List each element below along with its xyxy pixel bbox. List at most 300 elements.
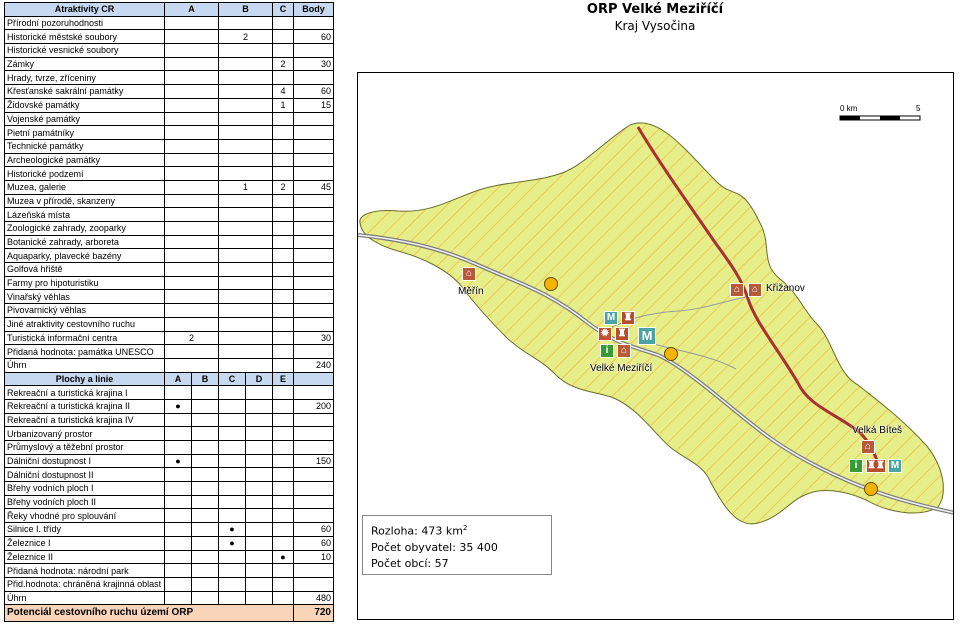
cell-c: 2 [273, 180, 294, 194]
cell-b [219, 263, 273, 277]
table-header-attractions [5, 3, 334, 17]
cell-points [294, 126, 334, 140]
cell-a [165, 71, 219, 85]
cell-a [165, 167, 219, 181]
cell-b [219, 345, 273, 359]
cell-points: 150 [294, 454, 334, 468]
cell-b [219, 98, 273, 112]
cell-mark [246, 577, 273, 591]
cell-points [294, 194, 334, 208]
table-row [5, 16, 334, 30]
row-label: Zámky [5, 57, 165, 71]
cell-mark [192, 454, 219, 468]
table-row [5, 249, 334, 263]
cell-mark [192, 536, 219, 550]
table-row [5, 441, 334, 455]
cell-mark [219, 482, 246, 496]
cell-b [219, 290, 273, 304]
table-row [5, 44, 334, 58]
cell-b [219, 358, 273, 372]
row-label: Technické památky [5, 139, 165, 153]
scale-end-label: 5 [916, 104, 921, 113]
church-icon: ⌂ [462, 267, 476, 281]
cell-mark [246, 386, 273, 400]
cell-mark [192, 495, 219, 509]
cell-points [294, 139, 334, 153]
town-label-velka-bites: Velká Bíteš [852, 425, 903, 436]
cell-mark [246, 427, 273, 441]
row-label: Lázeňská místa [5, 208, 165, 222]
cell-points: 480 [294, 591, 334, 605]
cell-points [294, 208, 334, 222]
row-label: Vinařský věhlas [5, 290, 165, 304]
row-label: Dálniční dostupnost II [5, 468, 165, 482]
cell-points: 60 [294, 536, 334, 550]
cell-a [165, 317, 219, 331]
row-label: Pivovarnický věhlas [5, 304, 165, 318]
cell-points: 15 [294, 98, 334, 112]
cell-a [165, 44, 219, 58]
column-header: B [192, 372, 219, 386]
cell-mark [219, 413, 246, 427]
cell-mark [246, 441, 273, 455]
cell-mark [273, 509, 294, 523]
cell-c [273, 263, 294, 277]
table-row [5, 57, 334, 71]
cell-mark [165, 386, 192, 400]
cell-c [273, 331, 294, 345]
column-header-blank [294, 372, 334, 386]
sun-icon: ✹ [598, 327, 612, 341]
row-label: Muzea v přírodě, skanzeny [5, 194, 165, 208]
row-label: Zoologické zahrady, zooparky [5, 222, 165, 236]
cell-a [165, 139, 219, 153]
castle-icon: ♜ [621, 311, 635, 325]
cell-mark [273, 386, 294, 400]
cell-points [294, 317, 334, 331]
total-row [5, 358, 334, 372]
cell-mark [273, 482, 294, 496]
cell-mark [192, 550, 219, 564]
cell-b [219, 208, 273, 222]
table-row [5, 276, 334, 290]
cell-mark [165, 564, 192, 578]
row-label: Rekreační a turistická krajina I [5, 386, 165, 400]
town-label-krizanov: Křižanov [766, 283, 805, 294]
table-row [5, 317, 334, 331]
cell-a [165, 194, 219, 208]
cell-mark [246, 413, 273, 427]
cell-mark [219, 399, 246, 413]
cell-b [219, 276, 273, 290]
row-label: Přid.hodnota: chráněná krajinná oblast [5, 577, 165, 591]
cell-a [165, 263, 219, 277]
town-label-velke-mezirici: Velké Meziříčí [590, 363, 653, 374]
table-row [5, 30, 334, 44]
cell-a [165, 57, 219, 71]
cell-mark [273, 413, 294, 427]
cell-c [273, 304, 294, 318]
cell-mark [219, 454, 246, 468]
table-row [5, 222, 334, 236]
cell-mark [273, 495, 294, 509]
church-icon: ⌂ [730, 283, 744, 297]
cell-c [273, 290, 294, 304]
cell-mark [192, 468, 219, 482]
castle-icon: ⌂ [748, 283, 762, 297]
cell-points [294, 482, 334, 496]
cell-mark [246, 495, 273, 509]
cell-points: 60 [294, 523, 334, 537]
row-label: Úhrn [5, 591, 165, 605]
cell-a [165, 16, 219, 30]
cell-points [294, 468, 334, 482]
cell-mark: ● [273, 550, 294, 564]
cell-points [294, 495, 334, 509]
row-label: Golfová hřiště [5, 263, 165, 277]
cell-mark [192, 591, 219, 605]
row-label: Průmyslový a těžební prostor [5, 441, 165, 455]
cell-mark [165, 591, 192, 605]
cell-points [294, 441, 334, 455]
cell-mark [165, 536, 192, 550]
table-row [5, 139, 334, 153]
row-label: Farmy pro hipoturistiku [5, 276, 165, 290]
cell-mark [246, 468, 273, 482]
info-centre-icon: i [849, 459, 863, 473]
column-header: A [165, 372, 192, 386]
cell-points: 60 [294, 30, 334, 44]
cell-b [219, 249, 273, 263]
table-row [5, 399, 334, 413]
cell-mark [192, 427, 219, 441]
cell-mark [165, 509, 192, 523]
cell-mark [273, 523, 294, 537]
map [357, 72, 954, 620]
cell-c [273, 112, 294, 126]
cell-c [273, 30, 294, 44]
cell-c [273, 317, 294, 331]
table-row [5, 413, 334, 427]
cell-mark [192, 386, 219, 400]
historic-town-icon: ♜ [615, 327, 629, 341]
cell-points [294, 71, 334, 85]
cell-c [273, 153, 294, 167]
historic-town-icon: ♜♜ [867, 460, 885, 471]
column-header: Body [294, 3, 334, 17]
final-value: 720 [294, 605, 334, 622]
cell-mark [219, 441, 246, 455]
row-label: Urbanizovaný prostor [5, 427, 165, 441]
cell-a [165, 249, 219, 263]
cell-points [294, 249, 334, 263]
total-row [5, 591, 334, 605]
column-header: D [246, 372, 273, 386]
info-area [371, 520, 543, 540]
cell-points [294, 263, 334, 277]
cell-points [294, 345, 334, 359]
cell-mark [165, 413, 192, 427]
cell-b [219, 222, 273, 236]
museum-icon: M [604, 311, 618, 325]
row-label: Rekreační a turistická krajina II [5, 399, 165, 413]
table-row [5, 290, 334, 304]
table-row [5, 427, 334, 441]
cell-mark [246, 536, 273, 550]
cell-c: 2 [273, 57, 294, 71]
row-label: Železnice II [5, 550, 165, 564]
cell-b [219, 112, 273, 126]
table-row [5, 386, 334, 400]
cell-mark [192, 509, 219, 523]
table-row [5, 180, 334, 194]
cell-mark [273, 427, 294, 441]
info-area-text: Rozloha: 473 km [371, 524, 463, 538]
cell-a: 2 [165, 331, 219, 345]
table-row [5, 468, 334, 482]
cell-mark [273, 591, 294, 605]
cell-c [273, 222, 294, 236]
row-label: Aquaparky, plavecké bazény [5, 249, 165, 263]
cell-b [219, 153, 273, 167]
cell-c [273, 194, 294, 208]
row-label: Řeky vhodné pro splouvání [5, 509, 165, 523]
table-row [5, 577, 334, 591]
row-label: Historické podzemí [5, 167, 165, 181]
cell-mark [192, 482, 219, 496]
row-label: Dálniční dostupnost I [5, 454, 165, 468]
cell-mark [219, 550, 246, 564]
cell-c [273, 345, 294, 359]
cell-mark [165, 577, 192, 591]
table-row [5, 194, 334, 208]
cell-c [273, 16, 294, 30]
column-header: Atraktivity CR [5, 3, 165, 17]
table-row [5, 153, 334, 167]
attractions-table [4, 2, 334, 622]
cell-mark [165, 468, 192, 482]
scale-start-label: 0 km [840, 104, 858, 113]
cell-c [273, 235, 294, 249]
row-label: Úhrn [5, 358, 165, 372]
row-label: Přidaná hodnota: památka UNESCO [5, 345, 165, 359]
cell-mark [246, 564, 273, 578]
museum-icon: M [638, 327, 656, 345]
column-header: C [219, 372, 246, 386]
cell-mark [273, 454, 294, 468]
table-row [5, 112, 334, 126]
cell-mark [246, 399, 273, 413]
cell-a [165, 235, 219, 249]
cell-c [273, 126, 294, 140]
highway-exit [665, 348, 678, 361]
column-header: Plochy a linie [5, 372, 165, 386]
scale-bar [840, 116, 920, 120]
cell-c [273, 139, 294, 153]
cell-points [294, 153, 334, 167]
cell-mark [219, 577, 246, 591]
cell-mark [192, 413, 219, 427]
cell-a [165, 345, 219, 359]
row-label: Historické vesnické soubory [5, 44, 165, 58]
map-subtitle: Kraj Vysočina [614, 19, 696, 33]
cell-a [165, 126, 219, 140]
cell-a [165, 304, 219, 318]
cell-points [294, 427, 334, 441]
cell-mark [246, 550, 273, 564]
column-header: E [273, 372, 294, 386]
cell-c [273, 71, 294, 85]
table-row [5, 454, 334, 468]
cell-b [219, 57, 273, 71]
table-header-areas [5, 372, 334, 386]
map-title: ORP Velké Meziříčí [586, 2, 724, 17]
cell-points [294, 304, 334, 318]
cell-points: 30 [294, 331, 334, 345]
synagogue-icon: ⌂ [617, 344, 631, 358]
cell-b [219, 194, 273, 208]
cell-c: 1 [273, 98, 294, 112]
cell-a [165, 180, 219, 194]
cell-b [219, 139, 273, 153]
table-row [5, 509, 334, 523]
cell-mark [165, 495, 192, 509]
row-label: Vojenské památky [5, 112, 165, 126]
cell-mark [165, 523, 192, 537]
cell-a [165, 290, 219, 304]
cell-points: 60 [294, 85, 334, 99]
row-label: Botanické zahrady, arboreta [5, 235, 165, 249]
final-label: Potenciál cestovního ruchu území ORP [5, 605, 294, 622]
cell-mark [219, 468, 246, 482]
cell-points [294, 509, 334, 523]
cell-mark [192, 564, 219, 578]
cell-b [219, 71, 273, 85]
cell-points: 30 [294, 57, 334, 71]
cell-points [294, 290, 334, 304]
cell-mark [219, 495, 246, 509]
row-label: Hrady, tvrze, zříceniny [5, 71, 165, 85]
row-label: Silnice I. třídy [5, 523, 165, 537]
cell-mark [273, 441, 294, 455]
table-row [5, 263, 334, 277]
church-icon: ⌂ [861, 440, 875, 454]
cell-mark [219, 386, 246, 400]
cell-b [219, 331, 273, 345]
cell-mark [219, 509, 246, 523]
cell-b [219, 126, 273, 140]
cell-b [219, 317, 273, 331]
cell-points [294, 564, 334, 578]
cell-points: 240 [294, 358, 334, 372]
cell-c [273, 276, 294, 290]
info-area-exponent: 2 [462, 524, 468, 532]
cell-mark [246, 482, 273, 496]
table-row [5, 235, 334, 249]
row-label: Břehy vodních ploch I [5, 482, 165, 496]
cell-a [165, 112, 219, 126]
row-label: Křesťanské sakrální památky [5, 85, 165, 99]
cell-mark: ● [165, 399, 192, 413]
cell-b [219, 44, 273, 58]
cell-points [294, 112, 334, 126]
final-total-row [5, 605, 334, 622]
cell-mark [219, 591, 246, 605]
table-row [5, 550, 334, 564]
cell-mark [273, 577, 294, 591]
row-label: Přírodní pozoruhodnosti [5, 16, 165, 30]
highway-exit [865, 483, 878, 496]
table-row [5, 85, 334, 99]
cell-b: 1 [219, 180, 273, 194]
cell-a [165, 98, 219, 112]
cell-mark: ● [219, 536, 246, 550]
cell-mark [246, 523, 273, 537]
row-label: Historické městské soubory [5, 30, 165, 44]
cell-mark [246, 591, 273, 605]
row-label: Rekreační a turistická krajina IV [5, 413, 165, 427]
cell-a [165, 208, 219, 222]
cell-mark: ● [219, 523, 246, 537]
cell-a [165, 85, 219, 99]
cell-mark [165, 427, 192, 441]
cell-points [294, 413, 334, 427]
cell-a [165, 30, 219, 44]
cell-mark: ● [165, 454, 192, 468]
row-label: Archeologické památky [5, 153, 165, 167]
cell-mark [273, 399, 294, 413]
cell-mark [192, 523, 219, 537]
table-row [5, 331, 334, 345]
info-population: Počet obyvatel: 35 400 [371, 540, 498, 554]
cell-a [165, 358, 219, 372]
table-row [5, 482, 334, 496]
info-municipalities: Počet obcí: 57 [371, 556, 449, 570]
cell-points [294, 386, 334, 400]
row-label: Přidaná hodnota: národní park [5, 564, 165, 578]
info-centre-icon: i [600, 344, 614, 358]
column-header: B [219, 3, 273, 17]
cell-mark [165, 482, 192, 496]
cell-mark [273, 536, 294, 550]
cell-b [219, 235, 273, 249]
cell-mark [165, 441, 192, 455]
table-row [5, 564, 334, 578]
row-label: Židovské památky [5, 98, 165, 112]
row-label: Muzea, galerie [5, 180, 165, 194]
cell-mark [192, 577, 219, 591]
cell-points: 10 [294, 550, 334, 564]
cell-points [294, 235, 334, 249]
cell-c [273, 249, 294, 263]
column-header: A [165, 3, 219, 17]
table-row [5, 536, 334, 550]
cell-points [294, 222, 334, 236]
cell-a [165, 276, 219, 290]
table-row [5, 208, 334, 222]
table-row [5, 126, 334, 140]
row-label: Břehy vodních ploch II [5, 495, 165, 509]
cell-b: 2 [219, 30, 273, 44]
cell-c [273, 358, 294, 372]
table-row [5, 167, 334, 181]
cell-c [273, 167, 294, 181]
table-row [5, 71, 334, 85]
table-row [5, 98, 334, 112]
cell-mark [165, 550, 192, 564]
cell-c [273, 208, 294, 222]
row-label: Jiné atraktivity cestovního ruchu [5, 317, 165, 331]
